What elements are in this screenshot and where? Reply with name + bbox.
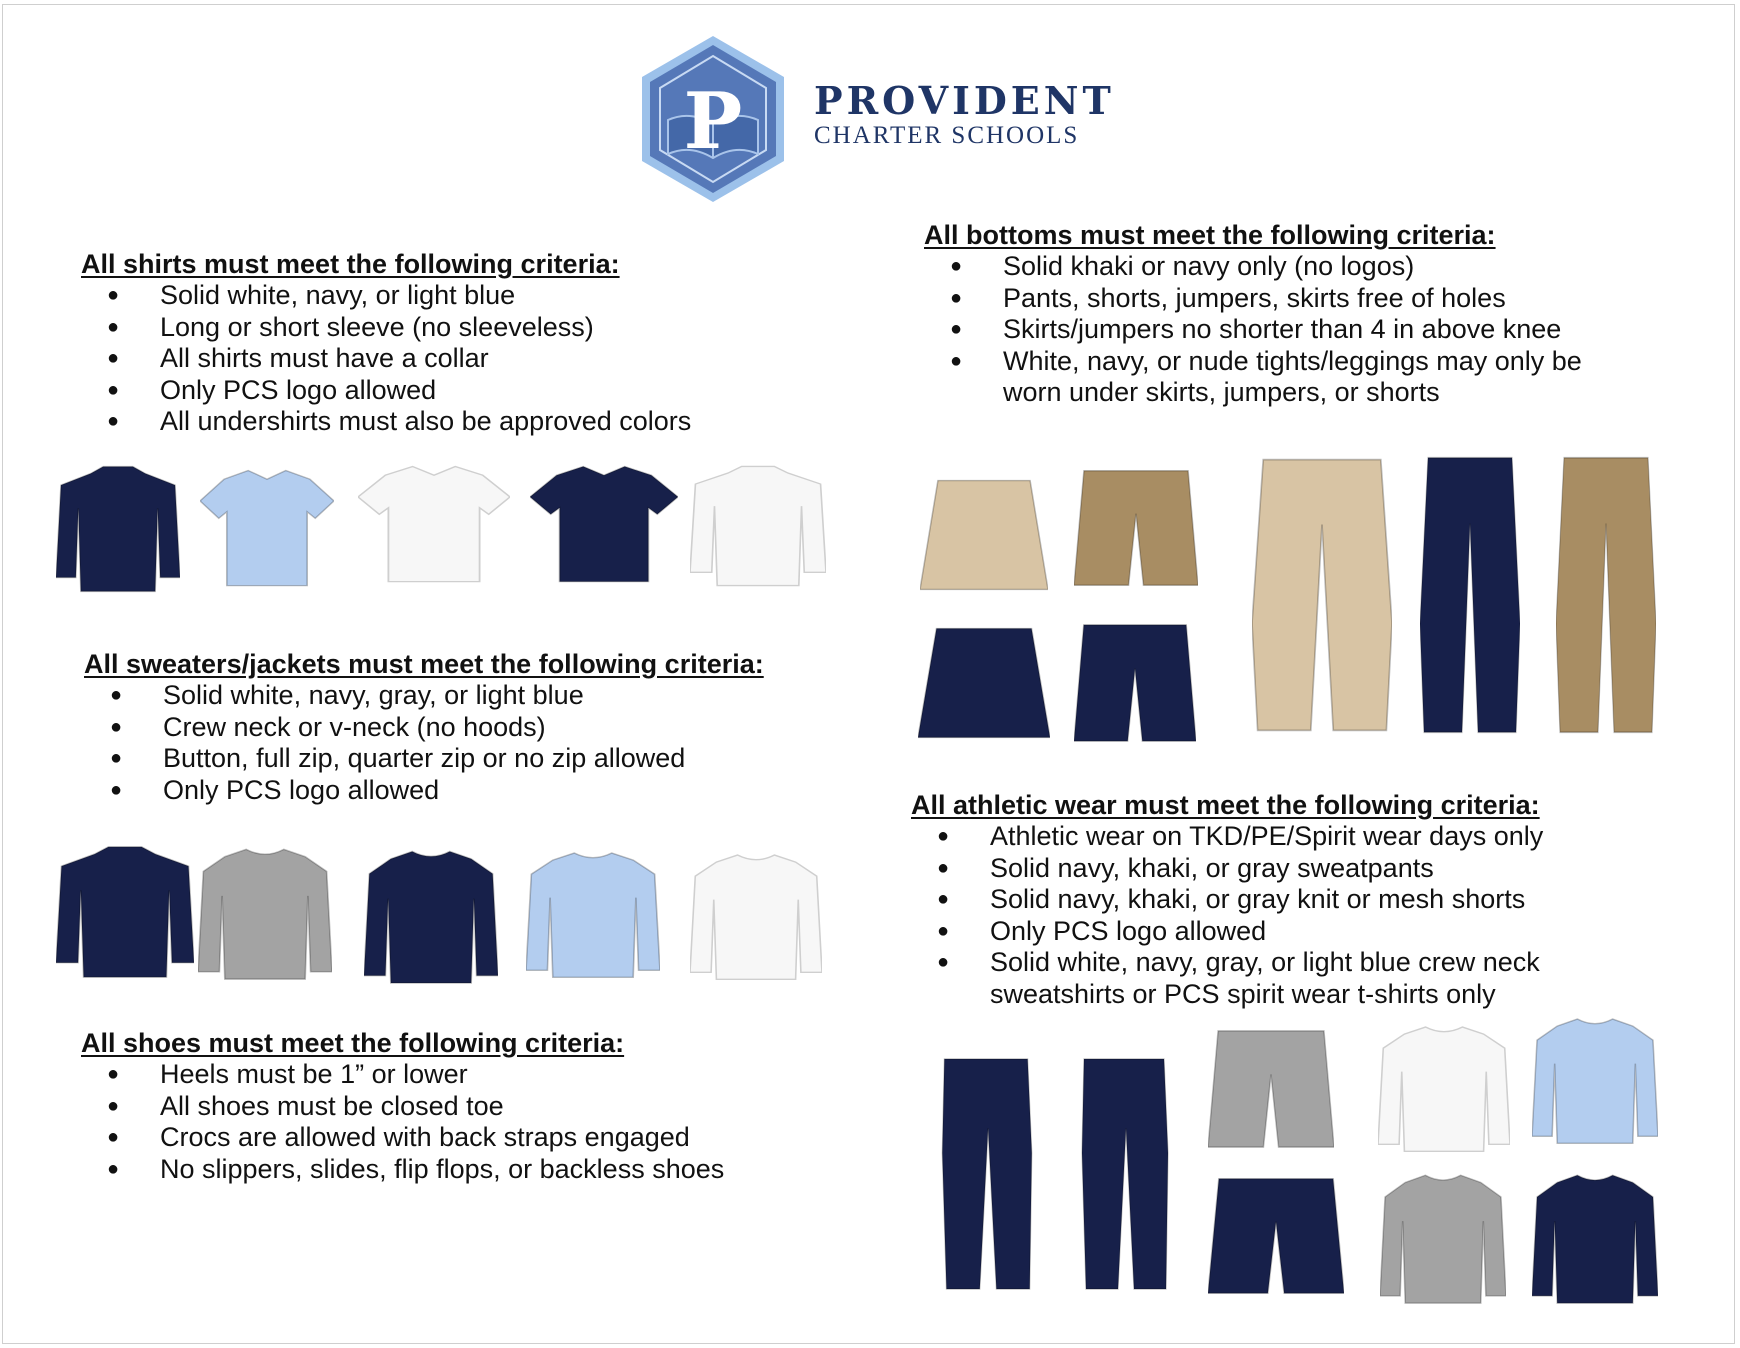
criteria-text: Only PCS logo allowed — [163, 774, 440, 805]
light-blue-sweatshirt-image — [1532, 1012, 1658, 1148]
bottoms-criteria-list — [924, 251, 1582, 409]
list-item — [84, 775, 764, 807]
shirts-criteria-list — [81, 280, 691, 438]
criteria-text: Solid white, navy, or light blue — [160, 280, 516, 310]
white-sweatshirt-image — [1378, 1020, 1510, 1156]
navy-sweatshirt-image — [1532, 1168, 1658, 1308]
bullet-icon: ● — [107, 378, 120, 401]
bullet-icon: ● — [107, 347, 120, 369]
sweaters-heading: All sweaters/jackets must meet the following criteria: — [84, 649, 764, 679]
list-item — [924, 346, 1582, 409]
list-item — [924, 251, 1582, 283]
bullet-icon: ● — [950, 286, 963, 309]
criteria-text: Skirts/jumpers no shorter than 4 in above knee — [1003, 314, 1562, 344]
bullet-icon: ● — [937, 919, 950, 942]
criteria-line: Solid white, navy, gray, or light blue crew neck — [990, 947, 1540, 977]
bullet-icon: ● — [107, 284, 120, 306]
bottoms-heading: All bottoms must meet the following criteria: — [924, 220, 1496, 250]
athletic-criteria — [911, 789, 1543, 1010]
gray-sweatshirt-image — [1380, 1168, 1506, 1308]
criteria-text: Long or short sleeve (no sleeveless) — [160, 311, 594, 342]
navy-shorts-image — [1074, 620, 1196, 746]
criteria-text: No slippers, slides, flip flops, or backless shoes — [160, 1153, 725, 1184]
navy-v-neck-sweater-image — [364, 844, 498, 988]
bullet-icon: ● — [110, 778, 123, 801]
bullet-icon: ● — [107, 1126, 120, 1148]
bullet-icon: ● — [110, 684, 123, 706]
criteria-text: Heels must be 1” or lower — [160, 1059, 468, 1089]
list-item — [911, 821, 1543, 853]
list-item — [81, 312, 691, 344]
list-item — [911, 884, 1543, 916]
criteria-line: sweatshirts or PCS spirit wear t-shirts only — [990, 978, 1496, 1009]
criteria-text: All shoes must be closed toe — [160, 1090, 504, 1121]
list-item — [84, 743, 764, 775]
list-item — [81, 1059, 724, 1091]
bullet-icon: ● — [110, 747, 123, 769]
bullet-icon: ● — [937, 825, 950, 847]
gray-mesh-shorts-image — [1208, 1026, 1334, 1152]
criteria-text: All shirts must have a collar — [160, 343, 489, 373]
bullet-icon: ● — [110, 715, 123, 738]
shirts-criteria — [81, 248, 691, 438]
bullet-icon: ● — [107, 410, 120, 432]
navy-quarter-zip-jacket-image — [56, 842, 194, 982]
criteria-text: Pants, shorts, jumpers, skirts free of holes — [1003, 282, 1506, 313]
white-polo-image — [358, 460, 510, 586]
white-crewneck-sweatshirt-image — [690, 848, 822, 984]
bullet-icon: ● — [937, 888, 950, 910]
list-item — [924, 283, 1582, 315]
list-item — [81, 375, 691, 407]
criteria-text: Solid navy, khaki, or gray knit or mesh shorts — [990, 884, 1526, 914]
bullet-icon: ● — [950, 255, 963, 277]
list-item — [911, 853, 1543, 885]
white-long-sleeve-polo-image — [690, 462, 826, 590]
list-item — [84, 712, 764, 744]
criteria-text — [990, 947, 1540, 1010]
criteria-text: Crew neck or v-neck (no hoods) — [163, 711, 546, 742]
gray-crew-sweater-image — [198, 842, 332, 984]
athletic-criteria-list — [911, 821, 1543, 1010]
royal-sweatpants-image — [934, 1054, 1038, 1294]
criteria-text: Crocs are allowed with back straps engaged — [160, 1122, 690, 1152]
criteria-line: worn under skirts, jumpers, or shorts — [1003, 377, 1440, 407]
khaki-shorts-image — [1074, 466, 1198, 590]
navy-skort-image — [918, 624, 1050, 742]
bullet-icon: ● — [937, 951, 950, 973]
criteria-text — [1003, 346, 1582, 409]
bullet-icon: ● — [107, 1157, 120, 1180]
list-item — [924, 314, 1582, 346]
navy-pants-image — [1420, 452, 1520, 738]
list-item — [81, 406, 691, 438]
brand-subtitle: CHARTER SCHOOLS — [814, 122, 1080, 149]
criteria-line: White, navy, or nude tights/leggings may only be — [1003, 345, 1582, 376]
list-item — [81, 280, 691, 312]
shirts-heading: All shirts must meet the following criteria: — [81, 249, 620, 279]
navy-polo-image — [530, 460, 678, 586]
bullet-icon: ● — [950, 349, 963, 372]
list-item — [81, 1091, 724, 1123]
navy-sweatpants-image — [1074, 1054, 1174, 1294]
logo-hexagon-icon — [638, 34, 788, 204]
criteria-text: Solid khaki or navy only (no logos) — [1003, 251, 1415, 281]
light-blue-cardigan-image — [526, 846, 660, 982]
sweaters-criteria-list — [84, 680, 764, 806]
criteria-text: Athletic wear on TKD/PE/Spirit wear days only — [990, 821, 1544, 851]
bullet-icon: ● — [107, 315, 120, 338]
bottoms-criteria — [924, 219, 1582, 409]
list-item — [911, 916, 1543, 948]
shoes-criteria-list — [81, 1059, 724, 1185]
sweaters-criteria — [84, 648, 764, 806]
logo-letter: P — [683, 76, 743, 167]
navy-mesh-shorts-image — [1208, 1174, 1344, 1298]
criteria-text: Only PCS logo allowed — [160, 374, 437, 405]
list-item — [911, 947, 1543, 1010]
criteria-text: Only PCS logo allowed — [990, 915, 1267, 946]
dark-khaki-pants-image — [1556, 452, 1656, 738]
criteria-text: Solid white, navy, gray, or light blue — [163, 680, 584, 710]
bullet-icon: ● — [107, 1063, 120, 1085]
bullet-icon: ● — [937, 856, 950, 879]
athletic-heading: All athletic wear must meet the following criteria: — [911, 790, 1540, 820]
light-blue-polo-image — [200, 464, 334, 590]
bullet-icon: ● — [950, 318, 963, 340]
criteria-text: Solid navy, khaki, or gray sweatpants — [990, 852, 1434, 883]
bullet-icon: ● — [107, 1094, 120, 1117]
list-item — [84, 680, 764, 712]
list-item — [81, 1122, 724, 1154]
shoes-criteria — [81, 1027, 724, 1185]
list-item — [81, 1154, 724, 1186]
khaki-skort-image — [920, 476, 1048, 594]
criteria-text: Button, full zip, quarter zip or no zip allowed — [163, 743, 686, 773]
navy-long-sleeve-polo-image — [56, 462, 180, 596]
shoes-heading: All shoes must meet the following criteria: — [81, 1028, 625, 1058]
khaki-pants-image — [1252, 454, 1392, 736]
brand-name: PROVIDENT — [814, 78, 1115, 123]
school-logo — [638, 34, 1115, 204]
list-item — [81, 343, 691, 375]
criteria-text: All undershirts must also be approved colors — [160, 406, 692, 436]
